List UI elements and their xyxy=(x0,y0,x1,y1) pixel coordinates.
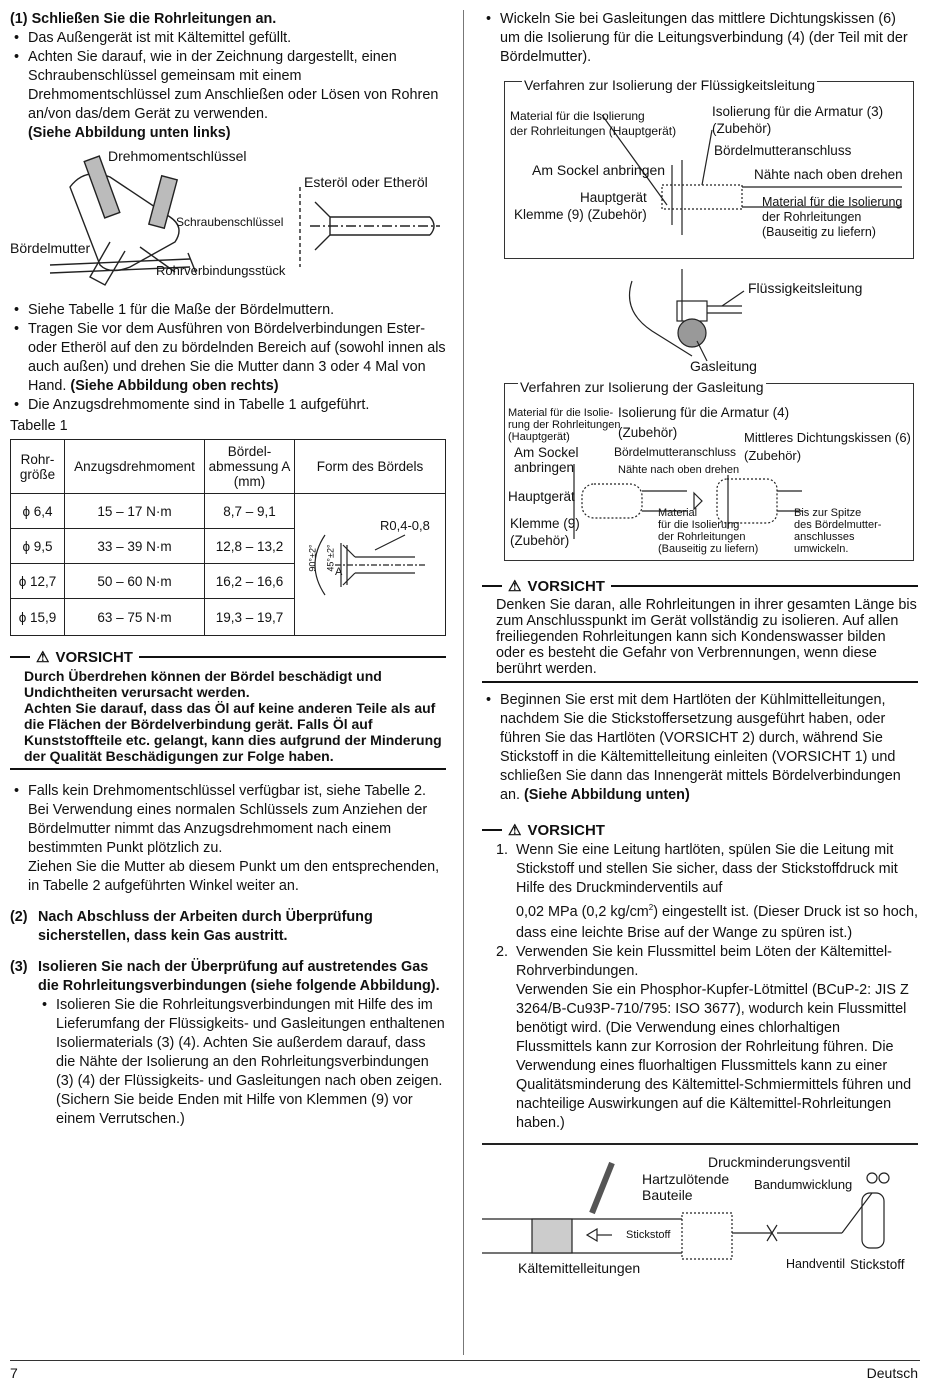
label-pressure-valve: Druckminderungsventil xyxy=(708,1153,851,1170)
right-column xyxy=(482,10,918,1283)
figure-pipes xyxy=(482,261,918,379)
bullet-refrigerant: • Das Außengerät ist mit Kältemittel gefüllt. xyxy=(10,29,446,48)
page-number: 7 xyxy=(10,1365,18,1381)
table-title: Tabelle 1 xyxy=(10,418,68,434)
footer-rule xyxy=(10,1360,920,1361)
torque-table xyxy=(10,439,446,636)
table-cell: ϕ 12,7 xyxy=(11,564,65,599)
section-2: (2) Nach Abschluss der Arbeiten durch Überprüfung sicherstellen, dass kein Gas austritt. xyxy=(10,909,373,944)
table-cell: 19,3 – 19,7 xyxy=(205,599,295,636)
caution-box-2 xyxy=(482,575,918,683)
table-cell: 12,8 – 13,2 xyxy=(205,529,295,564)
label-nitrogen: Stickstoff xyxy=(850,1256,905,1272)
bullet-brazing: • Beginnen Sie erst mit dem Hartlöten der Kühlmittelleitungen, nachdem Sie die Stickstoffersetzung ausgeführt haben, oder führen Sie das Hartlöten (VORSICHT 2) durch, während Sie Stickstoff in die Kältemittelleitung einleiten (VORSICHT 1) und schließen Sie dann das Innengerät mittels Bördelverbindungen an. (Siehe Abbildung unten) xyxy=(482,691,918,805)
label-angle-45: 45°±2° xyxy=(325,544,336,572)
table-cell: 8,7 – 9,1 xyxy=(205,494,295,529)
label-gas-pad: Mittleres Dichtungskissen (6) (Zubehör) xyxy=(744,430,911,463)
label-main-clamp: Hauptgerät Klemme (9) (Zubehör) xyxy=(514,190,647,222)
label-gas-seams: Nähte nach oben drehen xyxy=(618,464,740,476)
label-fitting-insul: Isolierung für die Armatur (3) (Zubehör) xyxy=(712,104,884,136)
label-gas-fitting: Isolierung für die Armatur (4) (Zubehör) xyxy=(618,405,790,440)
label-radius: R0,4-0,8 xyxy=(380,518,430,533)
caution-title: VORSICHT xyxy=(527,821,605,839)
bullet-wrench: • Achten Sie darauf, wie in der Zeichnung dargestellt, einen Schraubenschlüssel gemeinsam mit einem Drehmomentschlüssel zum Anschließen oder Lösen von Rohren an/von das/dem Gerät zu verwenden. (Siehe Abbildung unten links) xyxy=(10,48,446,143)
label-gas-line: Gasleitung xyxy=(690,358,757,374)
warning-icon: ⚠ xyxy=(508,577,522,595)
figure-liquid-insulation xyxy=(482,75,918,261)
figure-brazing xyxy=(482,1143,918,1283)
caution-item-2: 2. Verwenden Sie kein Flussmittel beim Löten der Kältemittel-Rohrverbindungen. Verwenden Sie ein Phosphor-Kupfer-Lötmittel (BCuP-2: JIS Z 3264/B-Cu93P-710/795: ISO 3677), wodurch kein Flussmittel benötigt wird. (Die Verwendung eines chlorhaltigen Flussmittels kann zur Korrosion der Rohrleitung führen. Die Verwendung eines fluorhaltigen Flussmittels kann zu einer Qualitätsminderung des Kältemittel-Schmiermittels führen und nachteilige Auswirkungen auf die Kältemittel-Rohrleitungen haben.) xyxy=(496,943,912,1131)
figure-wrench xyxy=(10,147,446,295)
table-cell: 63 – 75 N·m xyxy=(65,599,205,636)
label-gas-base: Am Sockel anbringen xyxy=(514,445,579,475)
label-torque-wrench: Drehmomentschlüssel xyxy=(108,148,247,164)
table-cell: ϕ 6,4 xyxy=(11,494,65,529)
label-nitrogen-arrow: Stickstoff xyxy=(626,1228,671,1241)
label-angle-90: 90°±2° xyxy=(307,544,318,572)
label-gas-main: Hauptgerät xyxy=(508,489,575,504)
table-cell: 15 – 17 N·m xyxy=(65,494,205,529)
caution-title: VORSICHT xyxy=(55,648,133,666)
label-gas-clamp: Klemme (9) (Zubehör) xyxy=(510,516,580,548)
table-cell: ϕ 15,9 xyxy=(11,599,65,636)
label-gas-mat-field: Material für die Isolierung der Rohrleitungen (Bauseitig zu liefern) xyxy=(658,507,759,555)
caution-title: VORSICHT xyxy=(527,577,605,595)
label-gas-wrap: Bis zur Spitze des Bördelmutter- anschlusses umwickeln. xyxy=(794,507,882,555)
label-hand-valve: Handventil xyxy=(786,1256,846,1271)
label-gas-mat-main: Material für die Isolie- rung der Rohrleitungen (Hauptgerät) xyxy=(508,407,621,443)
bullet-table-ref: • Siehe Tabelle 1 für die Maße der Bördelmuttern. xyxy=(10,301,446,320)
caution-box-3 xyxy=(482,819,918,1133)
label-a: A xyxy=(335,566,343,578)
label-braze-parts: Hartzulötende Bauteile xyxy=(642,1170,730,1203)
table-cell: 33 – 39 N·m xyxy=(65,529,205,564)
caution-text: Durch Überdrehen können der Bördel beschädigt und Undichtheiten verursacht werden. Achten Sie darauf, dass das Öl auf keine anderen Teile als auf die Flächen der Bördelverbindung gerät. Falls Öl auf Kunststoffteile etc. gelangt, kann dies aufgrund der Minderung der Qualität Beschädigungen zur Folge haben. xyxy=(24,668,442,764)
table-cell: ϕ 9,5 xyxy=(11,529,65,564)
liquid-title: Verfahren zur Isolierung der Flüssigkeitsleitung xyxy=(524,77,816,93)
label-mat-main: Material für die Isolierung der Rohrleitungen (Hauptgerät) xyxy=(510,109,677,138)
warning-icon: ⚠ xyxy=(508,821,522,839)
label-pipe-union: Rohrverbindungsstück xyxy=(156,263,286,278)
figure-gas-insulation xyxy=(482,379,918,561)
label-flare-nut: Bördelmutter xyxy=(10,240,91,256)
label-liquid-line: Flüssigkeitsleitung xyxy=(748,280,863,296)
left-column xyxy=(10,10,446,1129)
page-language: Deutsch xyxy=(866,1365,918,1381)
caution-box-1 xyxy=(10,646,446,770)
label-seams-up: Nähte nach oben drehen xyxy=(754,167,903,182)
table-header-size: Rohr- größe xyxy=(11,440,65,494)
caution-item-1: 1. Wenn Sie eine Leitung hartlöten, spülen Sie die Leitung mit Stickstoff und stellen Sie sicher, dass der Stickstoffdruck mit Hilfe des Druckminderventils auf 0,02 MPa (0,2 $kg/cm^2$) eingestellt ist. (Dieser Druck ist so hoch, dass eine leichte Brise auf der Wange zu spüren ist.) xyxy=(496,842,918,941)
caution-text: Denken Sie daran, alle Rohrleitungen in ihrer gesamten Länge bis zum Anschlusspunkt im Gerät vollständig zu isolieren. Auf allen freiliegenden Rohrleitungen kann sich Kondenswasser bilden oder es besteht die Gefahr von Verbrennungen, wenn diese berührt werden. xyxy=(496,597,917,677)
table-header-shape: Form des Bördels xyxy=(295,440,446,494)
column-divider xyxy=(463,10,464,1355)
table-header-dimension: Bördel- abmessung A (mm) xyxy=(205,440,295,494)
table-cell: 16,2 – 16,6 xyxy=(205,564,295,599)
label-flare-conn: Bördelmutteranschluss xyxy=(714,143,852,158)
table-header-torque: Anzugsdrehmoment xyxy=(65,440,205,494)
label-oil: Esteröl oder Etheröl xyxy=(304,174,428,190)
section-1-heading: (1) Schließen Sie die Rohrleitungen an. xyxy=(10,11,277,27)
flare-shape-cell xyxy=(295,494,446,636)
label-refrigerant-lines: Kältemittelleitungen xyxy=(518,1259,641,1276)
bullet-oil: • Tragen Sie vor dem Ausführen von Bördelverbindungen Ester- oder Etheröl auf den zu bördelnden Bereich auf (sowohl innen als auch außen) und drehen Sie die Mutter dann 3 oder 4 Mal von Hand. (Siehe Abbildung oben rechts) xyxy=(10,320,446,396)
label-mat-field: Material für die Isolierung der Rohrleitungen (Bauseitig zu liefern) xyxy=(762,195,903,239)
warning-icon: ⚠ xyxy=(36,648,50,666)
label-tape: Bandumwicklung xyxy=(754,1176,853,1192)
bullet-insulate: • Isolieren Sie die Rohrleitungsverbindungen mit Hilfe des im Lieferumfang der Flüssigkeits- und Gasleitungen enthaltenen Isoliermaterials (3) (4). Achten Sie außerdem darauf, dass die Nähte der Isolierung an den Rohrleitungsverbindungen (3) (4) der Flüssigkeits- und Gasleitungen nach oben zeigen. (Sichern Sie beide Enden mit Hilfe von Klemmen (9) vor einem Verrutschen.) xyxy=(38,996,446,1129)
section-3: (3) Isolieren Sie nach der Überprüfung auf austretendes Gas die Rohrleitungsverbindungen (siehe folgende Abbildung). xyxy=(10,959,440,994)
label-gas-flare: Bördelmutteranschluss xyxy=(614,445,737,459)
gas-title: Verfahren zur Isolierung der Gasleitung xyxy=(520,379,764,395)
label-spanner: Schraubenschlüssel xyxy=(176,215,284,229)
label-attach-base: Am Sockel anbringen xyxy=(532,162,666,178)
bullet-sealing-pad: • Wickeln Sie bei Gasleitungen das mittlere Dichtungskissen (6) um die Isolierung für die Leitungsverbindung (4) (der Teil mit der Bördelmutter). xyxy=(482,10,918,67)
table-cell: 50 – 60 N·m xyxy=(65,564,205,599)
bullet-no-wrench: • Falls kein Drehmomentschlüssel verfügbar ist, siehe Tabelle 2. Bei Verwendung eines normalen Schlüssels zum Anziehen der Bördelmutter nimmt das Anzugsdrehmoment nach einem bestimmten Punkt plötzlich zu. Ziehen Sie die Mutter ab diesem Punkt um den entsprechenden, in Tabelle 2 aufgeführten Winkel weiter an. xyxy=(10,782,446,896)
bullet-torque: • Die Anzugsdrehmomente sind in Tabelle 1 aufgeführt. xyxy=(10,396,446,415)
